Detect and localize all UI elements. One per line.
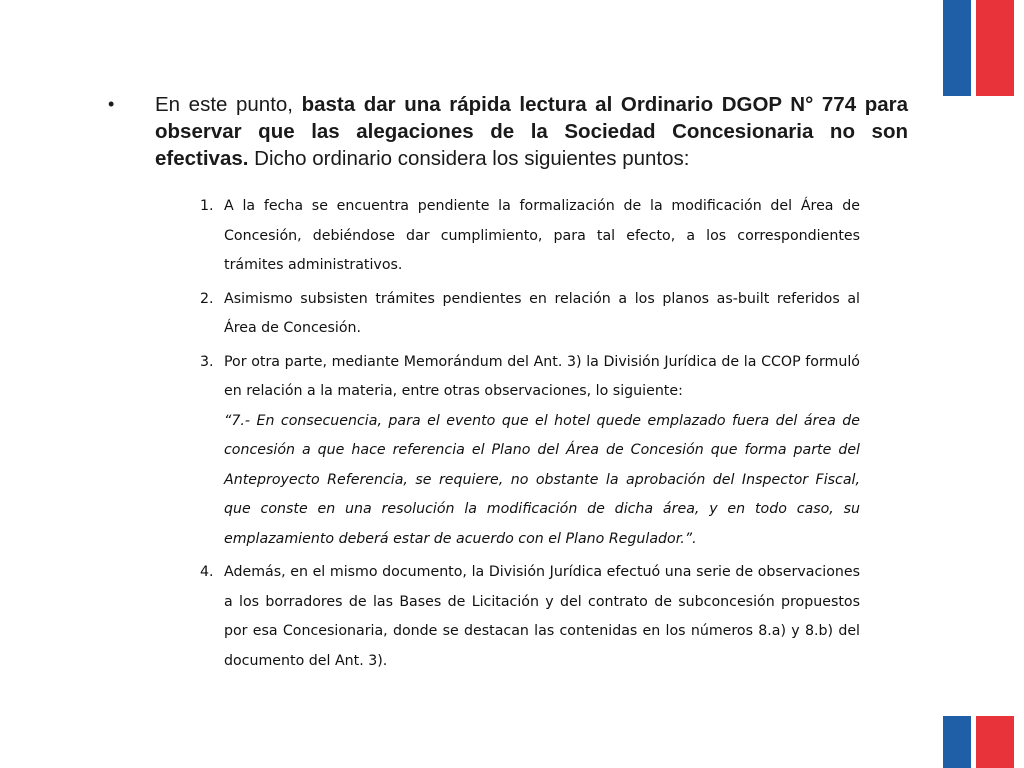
list-item: 1. A la fecha se encuentra pendiente la formalización de la modificación del Área de Concesión, debiéndose dar cumplimiento, para tal efecto, a los correspondientes trámites administrativos. [200,198,860,273]
stripe-blue [943,0,971,96]
scanned-document-excerpt [200,192,860,680]
intro-text: En este punto, basta dar una rápida lectura al Ordinario DGOP N° 774 para observar que las alegaciones de la Sociedad Concesionaria no son efectivas. Dicho ordinario considera los siguientes puntos: [155,93,908,170]
corner-stripes-top [943,0,1014,96]
list-item: 2. Asimismo subsisten trámites pendientes en relación a los planos as-built referidos al Área de Concesión. [200,290,860,336]
quoted-text: “7.- En consecuencia, para el evento que el hotel quede emplazado fuera del área de concesión a que hace referencia el Plano del Área de Concesión que forma parte del Anteproyecto Referencia, se requiere, no obstante la aprobación del Inspector Fiscal, que conste en una resolución la modificación de dicha área, y en todo caso, su emplazamiento deberá estar de acuerdo con el Plano Regulador.”. [224,412,860,547]
intro-bold-text: basta dar una rápida lectura al Ordinario DGOP N° 774 para observar que las alegaciones de la Sociedad Concesionaria no son efectivas. [155,93,908,170]
bullet: • [108,94,115,114]
list-item: 4. Además, en el mismo documento, la División Jurídica efectuó una serie de observaciones a los borradores de las Bases de Licitación y del contrato de subconcesión propuestos por esa Concesionaria, donde se destacan las contenidas en los números 8.a) y 8.b) del documento del Ant. 3). [200,564,860,669]
corner-stripes-bottom [943,716,1014,768]
intro-paragraph [108,91,908,172]
stripe-red [976,716,1014,768]
list-item: 3. Por otra parte, mediante Memorándum del Ant. 3) la División Jurídica de la CCOP formuló en relación a la materia, entre otras observaciones, lo siguiente: [200,353,860,399]
stripe-red [976,0,1014,96]
stripe-blue [943,716,971,768]
